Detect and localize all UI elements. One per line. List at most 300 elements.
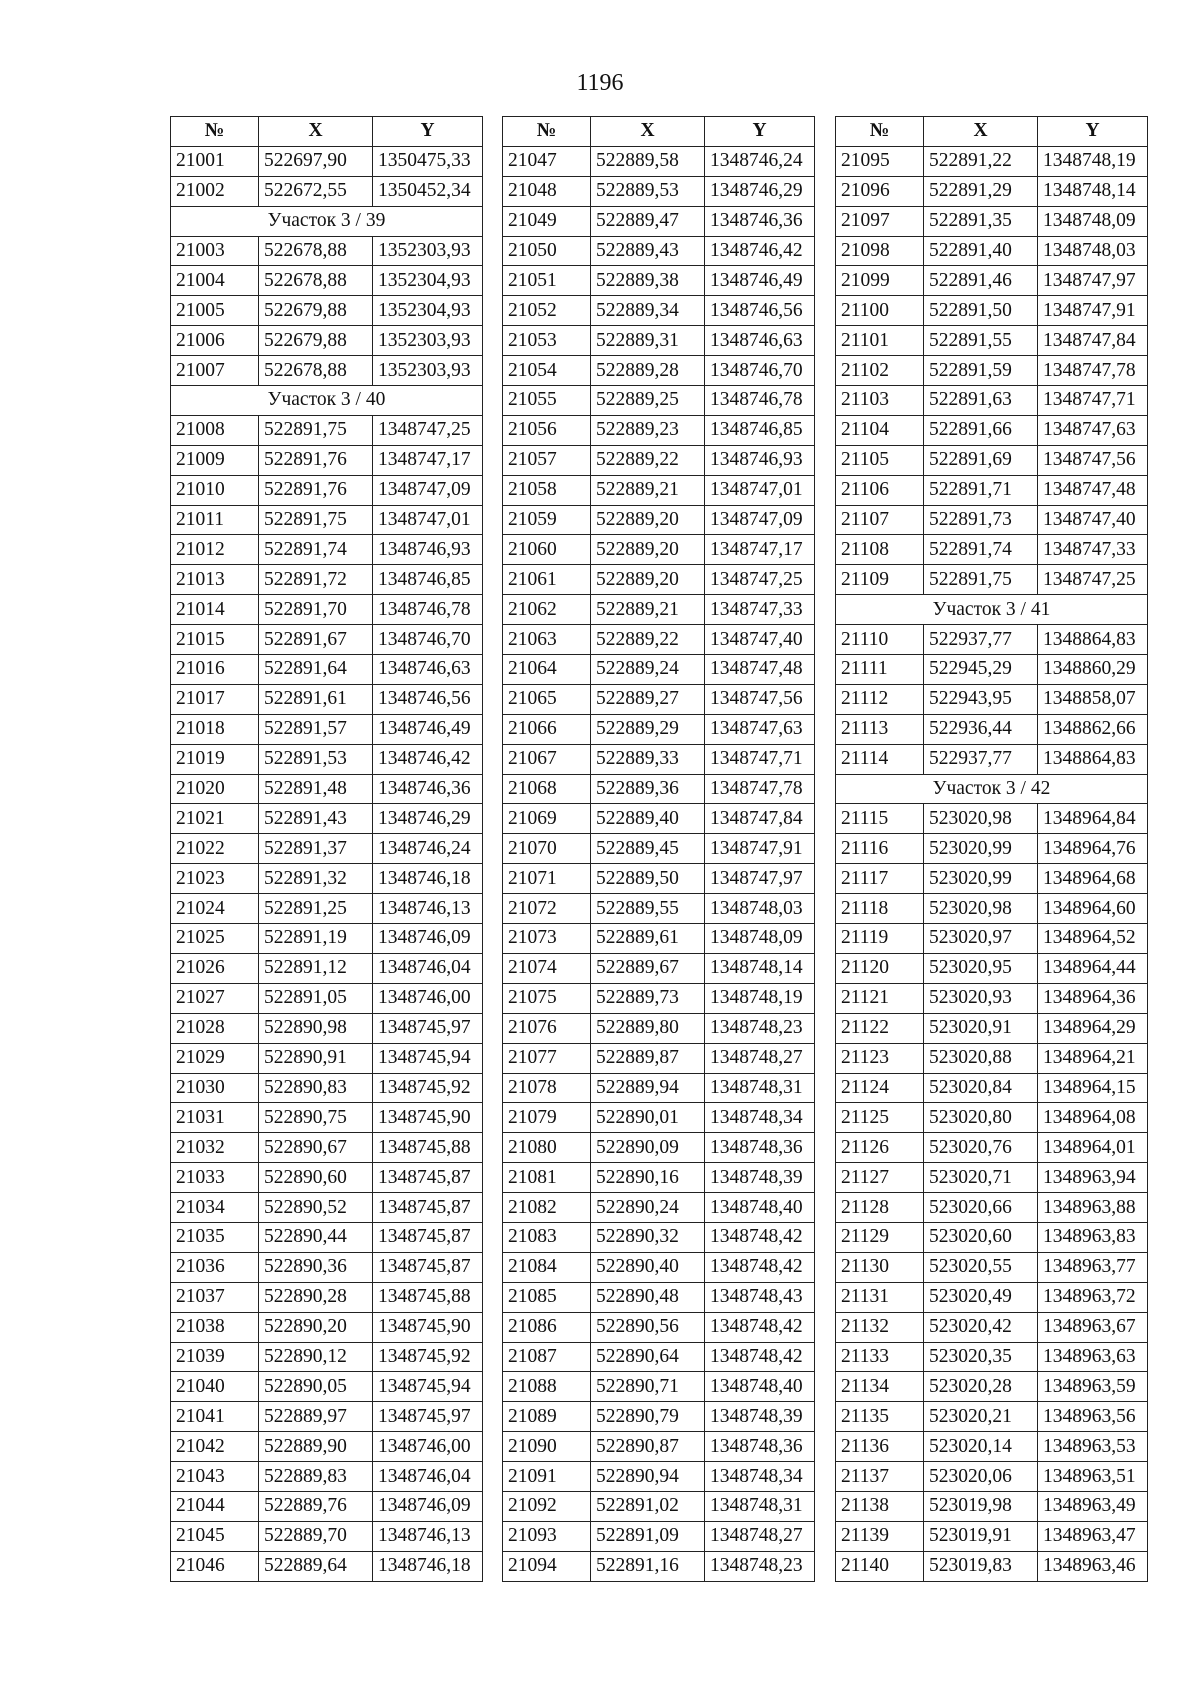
y-coordinate-cell: 1348748,19	[705, 983, 815, 1013]
x-coordinate-cell: 522889,31	[591, 326, 705, 356]
point-number-cell: 21006	[171, 326, 259, 356]
y-coordinate-cell: 1348964,84	[1038, 804, 1148, 834]
table-row	[836, 565, 1148, 595]
point-number-cell: 21023	[171, 864, 259, 894]
table-row	[836, 1312, 1148, 1342]
x-coordinate-cell: 522936,44	[924, 714, 1038, 744]
table-row	[171, 1252, 483, 1282]
y-coordinate-cell: 1348748,34	[705, 1103, 815, 1133]
page-number: 1196	[576, 70, 624, 96]
y-coordinate-cell: 1352303,93	[373, 236, 483, 266]
point-number-cell: 21115	[836, 804, 924, 834]
table-row	[171, 1462, 483, 1492]
y-coordinate-cell: 1348864,83	[1038, 744, 1148, 774]
point-number-cell: 21010	[171, 475, 259, 505]
x-coordinate-cell: 522678,88	[259, 236, 373, 266]
x-coordinate-cell: 523020,97	[924, 924, 1038, 954]
table-row	[171, 1222, 483, 1252]
point-number-cell: 21133	[836, 1342, 924, 1372]
point-number-cell: 21074	[503, 953, 591, 983]
point-number-cell: 21125	[836, 1103, 924, 1133]
table-row	[503, 894, 815, 924]
x-coordinate-cell: 522889,53	[591, 176, 705, 206]
x-coordinate-cell: 522889,40	[591, 804, 705, 834]
y-coordinate-cell: 1348748,09	[705, 924, 815, 954]
table-row	[171, 924, 483, 954]
table-row	[836, 326, 1148, 356]
point-number-cell: 21035	[171, 1222, 259, 1252]
point-number-cell: 21027	[171, 983, 259, 1013]
y-coordinate-cell: 1348747,48	[1038, 475, 1148, 505]
y-coordinate-cell: 1348747,78	[705, 774, 815, 804]
y-coordinate-cell: 1348963,63	[1038, 1342, 1148, 1372]
x-coordinate-cell: 522889,64	[259, 1551, 373, 1581]
table-row	[171, 1491, 483, 1521]
header-y: Y	[1038, 117, 1148, 147]
point-number-cell: 21009	[171, 445, 259, 475]
y-coordinate-cell: 1348963,46	[1038, 1551, 1148, 1581]
point-number-cell: 21058	[503, 475, 591, 505]
y-coordinate-cell: 1348748,42	[705, 1222, 815, 1252]
point-number-cell: 21126	[836, 1133, 924, 1163]
table-row	[171, 475, 483, 505]
table-row	[836, 684, 1148, 714]
point-number-cell: 21139	[836, 1521, 924, 1551]
x-coordinate-cell: 522891,66	[924, 415, 1038, 445]
x-coordinate-cell: 523020,21	[924, 1402, 1038, 1432]
section-title: Участок 3 / 39	[171, 206, 483, 236]
table-row	[836, 505, 1148, 535]
y-coordinate-cell: 1348963,88	[1038, 1193, 1148, 1223]
table-row	[836, 1252, 1148, 1282]
table-row	[503, 1133, 815, 1163]
table-row	[503, 1013, 815, 1043]
x-coordinate-cell: 522891,72	[259, 565, 373, 595]
point-number-cell: 21002	[171, 176, 259, 206]
point-number-cell: 21033	[171, 1163, 259, 1193]
table-row	[503, 386, 815, 416]
y-coordinate-cell: 1348747,97	[705, 864, 815, 894]
table-row	[836, 1491, 1148, 1521]
y-coordinate-cell: 1348963,59	[1038, 1372, 1148, 1402]
x-coordinate-cell: 522889,97	[259, 1402, 373, 1432]
y-coordinate-cell: 1348745,88	[373, 1282, 483, 1312]
table-row	[836, 655, 1148, 685]
x-coordinate-cell: 522889,20	[591, 505, 705, 535]
table-row	[836, 1402, 1148, 1432]
x-coordinate-cell: 523020,76	[924, 1133, 1038, 1163]
x-coordinate-cell: 522890,44	[259, 1222, 373, 1252]
y-coordinate-cell: 1348746,63	[705, 326, 815, 356]
table-row	[503, 1491, 815, 1521]
x-coordinate-cell: 522891,69	[924, 445, 1038, 475]
point-number-cell: 21091	[503, 1462, 591, 1492]
point-number-cell: 21062	[503, 595, 591, 625]
point-number-cell: 21099	[836, 266, 924, 296]
x-coordinate-cell: 522890,05	[259, 1372, 373, 1402]
y-coordinate-cell: 1348747,56	[705, 684, 815, 714]
header-number: №	[503, 117, 591, 147]
point-number-cell: 21063	[503, 625, 591, 655]
y-coordinate-cell: 1352304,93	[373, 296, 483, 326]
point-number-cell: 21036	[171, 1252, 259, 1282]
x-coordinate-cell: 522891,05	[259, 983, 373, 1013]
x-coordinate-cell: 523020,60	[924, 1222, 1038, 1252]
y-coordinate-cell: 1348746,85	[705, 415, 815, 445]
point-number-cell: 21075	[503, 983, 591, 1013]
y-coordinate-cell: 1348747,48	[705, 655, 815, 685]
point-number-cell: 21056	[503, 415, 591, 445]
x-coordinate-cell: 522890,09	[591, 1133, 705, 1163]
table-row	[171, 655, 483, 685]
x-coordinate-cell: 522678,88	[259, 266, 373, 296]
table-row	[503, 1521, 815, 1551]
x-coordinate-cell: 522889,83	[259, 1462, 373, 1492]
y-coordinate-cell: 1348964,08	[1038, 1103, 1148, 1133]
x-coordinate-cell: 523020,84	[924, 1073, 1038, 1103]
x-coordinate-cell: 522889,21	[591, 475, 705, 505]
x-coordinate-cell: 522889,22	[591, 625, 705, 655]
x-coordinate-cell: 522891,46	[924, 266, 1038, 296]
y-coordinate-cell: 1348747,25	[373, 415, 483, 445]
point-number-cell: 21007	[171, 356, 259, 386]
point-number-cell: 21029	[171, 1043, 259, 1073]
y-coordinate-cell: 1348745,87	[373, 1222, 483, 1252]
x-coordinate-cell: 522891,09	[591, 1521, 705, 1551]
x-coordinate-cell: 523019,91	[924, 1521, 1038, 1551]
x-coordinate-cell: 522697,90	[259, 146, 373, 176]
point-number-cell: 21068	[503, 774, 591, 804]
table-row	[836, 714, 1148, 744]
x-coordinate-cell: 523020,71	[924, 1163, 1038, 1193]
y-coordinate-cell: 1348746,56	[705, 296, 815, 326]
y-coordinate-cell: 1348964,44	[1038, 953, 1148, 983]
table-row	[171, 625, 483, 655]
x-coordinate-cell: 522945,29	[924, 655, 1038, 685]
x-coordinate-cell: 522890,60	[259, 1163, 373, 1193]
x-coordinate-cell: 522890,40	[591, 1252, 705, 1282]
table-row	[836, 1222, 1148, 1252]
table-row	[836, 415, 1148, 445]
point-number-cell: 21047	[503, 146, 591, 176]
table-row	[171, 595, 483, 625]
x-coordinate-cell: 522891,59	[924, 356, 1038, 386]
x-coordinate-cell: 522891,74	[924, 535, 1038, 565]
table-row	[171, 266, 483, 296]
point-number-cell: 21076	[503, 1013, 591, 1043]
table-row	[171, 236, 483, 266]
point-number-cell: 21106	[836, 475, 924, 505]
x-coordinate-cell: 522891,25	[259, 894, 373, 924]
y-coordinate-cell: 1348748,31	[705, 1073, 815, 1103]
table-row	[171, 146, 483, 176]
x-coordinate-cell: 522891,40	[924, 236, 1038, 266]
y-coordinate-cell: 1348747,84	[705, 804, 815, 834]
point-number-cell: 21108	[836, 535, 924, 565]
y-coordinate-cell: 1348746,00	[373, 1432, 483, 1462]
y-coordinate-cell: 1348747,63	[1038, 415, 1148, 445]
point-number-cell: 21121	[836, 983, 924, 1013]
table-row	[836, 953, 1148, 983]
point-number-cell: 21012	[171, 535, 259, 565]
x-coordinate-cell: 522891,22	[924, 146, 1038, 176]
point-number-cell: 21054	[503, 356, 591, 386]
table-row	[836, 1432, 1148, 1462]
point-number-cell: 21039	[171, 1342, 259, 1372]
table-row	[503, 1342, 815, 1372]
point-number-cell: 21014	[171, 595, 259, 625]
x-coordinate-cell: 522889,34	[591, 296, 705, 326]
y-coordinate-cell: 1348745,87	[373, 1163, 483, 1193]
y-coordinate-cell: 1348963,51	[1038, 1462, 1148, 1492]
table-row	[503, 1551, 815, 1581]
table-row	[836, 266, 1148, 296]
y-coordinate-cell: 1348964,52	[1038, 924, 1148, 954]
point-number-cell: 21132	[836, 1312, 924, 1342]
point-number-cell: 21038	[171, 1312, 259, 1342]
table-row	[836, 1551, 1148, 1581]
point-number-cell: 21053	[503, 326, 591, 356]
x-coordinate-cell: 522672,55	[259, 176, 373, 206]
table-row	[836, 176, 1148, 206]
y-coordinate-cell: 1348964,21	[1038, 1043, 1148, 1073]
y-coordinate-cell: 1348964,68	[1038, 864, 1148, 894]
x-coordinate-cell: 522890,56	[591, 1312, 705, 1342]
y-coordinate-cell: 1350475,33	[373, 146, 483, 176]
table-row	[503, 535, 815, 565]
section-title: Участок 3 / 40	[171, 386, 483, 416]
table-row	[171, 744, 483, 774]
x-coordinate-cell: 522889,47	[591, 206, 705, 236]
y-coordinate-cell: 1348746,04	[373, 953, 483, 983]
table-row	[503, 924, 815, 954]
point-number-cell: 21037	[171, 1282, 259, 1312]
point-number-cell: 21066	[503, 714, 591, 744]
y-coordinate-cell: 1348747,97	[1038, 266, 1148, 296]
table-row	[836, 983, 1148, 1013]
y-coordinate-cell: 1348748,19	[1038, 146, 1148, 176]
x-coordinate-cell: 522937,77	[924, 625, 1038, 655]
point-number-cell: 21065	[503, 684, 591, 714]
table-row	[503, 1402, 815, 1432]
x-coordinate-cell: 522891,75	[924, 565, 1038, 595]
table-row	[503, 356, 815, 386]
x-coordinate-cell: 523020,35	[924, 1342, 1038, 1372]
header-y: Y	[373, 117, 483, 147]
table-row	[836, 1521, 1148, 1551]
table-row	[503, 1193, 815, 1223]
point-number-cell: 21090	[503, 1432, 591, 1462]
point-number-cell: 21024	[171, 894, 259, 924]
y-coordinate-cell: 1348747,91	[705, 834, 815, 864]
x-coordinate-cell: 522889,50	[591, 864, 705, 894]
point-number-cell: 21028	[171, 1013, 259, 1043]
y-coordinate-cell: 1348747,91	[1038, 296, 1148, 326]
y-coordinate-cell: 1348747,40	[1038, 505, 1148, 535]
x-coordinate-cell: 523020,06	[924, 1462, 1038, 1492]
point-number-cell: 21112	[836, 684, 924, 714]
table-row	[503, 744, 815, 774]
y-coordinate-cell: 1348747,25	[1038, 565, 1148, 595]
x-coordinate-cell: 522889,21	[591, 595, 705, 625]
x-coordinate-cell: 522891,53	[259, 744, 373, 774]
y-coordinate-cell: 1348747,17	[373, 445, 483, 475]
x-coordinate-cell: 522891,61	[259, 684, 373, 714]
table-row	[836, 236, 1148, 266]
point-number-cell: 21097	[836, 206, 924, 236]
table-row	[836, 1193, 1148, 1223]
point-number-cell: 21120	[836, 953, 924, 983]
y-coordinate-cell: 1348745,92	[373, 1342, 483, 1372]
point-number-cell: 21060	[503, 535, 591, 565]
table-row	[503, 595, 815, 625]
y-coordinate-cell: 1348864,83	[1038, 625, 1148, 655]
x-coordinate-cell: 523020,91	[924, 1013, 1038, 1043]
table-row	[836, 1462, 1148, 1492]
y-coordinate-cell: 1348747,78	[1038, 356, 1148, 386]
x-coordinate-cell: 522891,71	[924, 475, 1038, 505]
table-row	[836, 535, 1148, 565]
y-coordinate-cell: 1348862,66	[1038, 714, 1148, 744]
x-coordinate-cell: 522891,75	[259, 415, 373, 445]
y-coordinate-cell: 1348860,29	[1038, 655, 1148, 685]
table-row	[503, 445, 815, 475]
y-coordinate-cell: 1348748,03	[705, 894, 815, 924]
x-coordinate-cell: 523019,83	[924, 1551, 1038, 1581]
table-row	[836, 445, 1148, 475]
table-row	[836, 1013, 1148, 1043]
table-row	[503, 475, 815, 505]
y-coordinate-cell: 1348748,27	[705, 1521, 815, 1551]
x-coordinate-cell: 522937,77	[924, 744, 1038, 774]
x-coordinate-cell: 523020,42	[924, 1312, 1038, 1342]
table-row	[171, 834, 483, 864]
point-number-cell: 21025	[171, 924, 259, 954]
x-coordinate-cell: 522889,90	[259, 1432, 373, 1462]
header-number: №	[171, 117, 259, 147]
point-number-cell: 21041	[171, 1402, 259, 1432]
x-coordinate-cell: 523020,14	[924, 1432, 1038, 1462]
table-row	[503, 1163, 815, 1193]
y-coordinate-cell: 1348748,42	[705, 1312, 815, 1342]
table-row	[171, 1372, 483, 1402]
x-coordinate-cell: 522890,20	[259, 1312, 373, 1342]
table-row	[503, 864, 815, 894]
table-row	[503, 684, 815, 714]
x-coordinate-cell: 523019,98	[924, 1491, 1038, 1521]
table-row	[503, 236, 815, 266]
point-number-cell: 21030	[171, 1073, 259, 1103]
x-coordinate-cell: 522889,45	[591, 834, 705, 864]
x-coordinate-cell: 522891,70	[259, 595, 373, 625]
x-coordinate-cell: 522889,28	[591, 356, 705, 386]
table-row	[503, 804, 815, 834]
table-row	[171, 1432, 483, 1462]
point-number-cell: 21043	[171, 1462, 259, 1492]
table-row	[171, 864, 483, 894]
y-coordinate-cell: 1348748,14	[1038, 176, 1148, 206]
point-number-cell: 21045	[171, 1521, 259, 1551]
point-number-cell: 21016	[171, 655, 259, 685]
x-coordinate-cell: 522890,24	[591, 1193, 705, 1223]
x-coordinate-cell: 522890,52	[259, 1193, 373, 1223]
point-number-cell: 21004	[171, 266, 259, 296]
y-coordinate-cell: 1348746,70	[705, 356, 815, 386]
point-number-cell: 21069	[503, 804, 591, 834]
x-coordinate-cell: 522889,20	[591, 535, 705, 565]
point-number-cell: 21124	[836, 1073, 924, 1103]
y-coordinate-cell: 1348964,15	[1038, 1073, 1148, 1103]
y-coordinate-cell: 1348964,76	[1038, 834, 1148, 864]
table-row	[171, 415, 483, 445]
table-row	[171, 535, 483, 565]
table-row	[171, 1402, 483, 1432]
table-row	[836, 475, 1148, 505]
table-row	[171, 774, 483, 804]
point-number-cell: 21105	[836, 445, 924, 475]
section-title: Участок 3 / 42	[836, 774, 1148, 804]
x-coordinate-cell: 522890,94	[591, 1462, 705, 1492]
y-coordinate-cell: 1352304,93	[373, 266, 483, 296]
point-number-cell: 21040	[171, 1372, 259, 1402]
x-coordinate-cell: 522678,88	[259, 356, 373, 386]
point-number-cell: 21046	[171, 1551, 259, 1581]
x-coordinate-cell: 522889,61	[591, 924, 705, 954]
y-coordinate-cell: 1348747,01	[705, 475, 815, 505]
point-number-cell: 21129	[836, 1222, 924, 1252]
table-row	[171, 1133, 483, 1163]
y-coordinate-cell: 1348747,40	[705, 625, 815, 655]
y-coordinate-cell: 1348748,36	[705, 1432, 815, 1462]
x-coordinate-cell: 522889,76	[259, 1491, 373, 1521]
x-coordinate-cell: 522889,55	[591, 894, 705, 924]
x-coordinate-cell: 522679,88	[259, 296, 373, 326]
table-row	[503, 505, 815, 535]
point-number-cell: 21140	[836, 1551, 924, 1581]
y-coordinate-cell: 1348746,24	[373, 834, 483, 864]
x-coordinate-cell: 522891,76	[259, 475, 373, 505]
point-number-cell: 21103	[836, 386, 924, 416]
y-coordinate-cell: 1348963,67	[1038, 1312, 1148, 1342]
table-row	[171, 1193, 483, 1223]
x-coordinate-cell: 522890,32	[591, 1222, 705, 1252]
y-coordinate-cell: 1348748,42	[705, 1252, 815, 1282]
table-row	[836, 894, 1148, 924]
point-number-cell: 21061	[503, 565, 591, 595]
y-coordinate-cell: 1348963,56	[1038, 1402, 1148, 1432]
y-coordinate-cell: 1348746,93	[705, 445, 815, 475]
y-coordinate-cell: 1348746,42	[705, 236, 815, 266]
table-row	[171, 565, 483, 595]
table-row	[171, 983, 483, 1013]
point-number-cell: 21104	[836, 415, 924, 445]
table-row	[836, 804, 1148, 834]
point-number-cell: 21082	[503, 1193, 591, 1223]
table-row	[503, 655, 815, 685]
coordinates-table-1	[170, 116, 483, 1582]
y-coordinate-cell: 1348745,87	[373, 1252, 483, 1282]
table-row	[171, 1312, 483, 1342]
y-coordinate-cell: 1350452,34	[373, 176, 483, 206]
x-coordinate-cell: 522890,28	[259, 1282, 373, 1312]
y-coordinate-cell: 1348745,88	[373, 1133, 483, 1163]
x-coordinate-cell: 523020,80	[924, 1103, 1038, 1133]
table-row	[171, 505, 483, 535]
header-x: X	[259, 117, 373, 147]
point-number-cell: 21118	[836, 894, 924, 924]
point-number-cell: 21052	[503, 296, 591, 326]
y-coordinate-cell: 1348964,01	[1038, 1133, 1148, 1163]
